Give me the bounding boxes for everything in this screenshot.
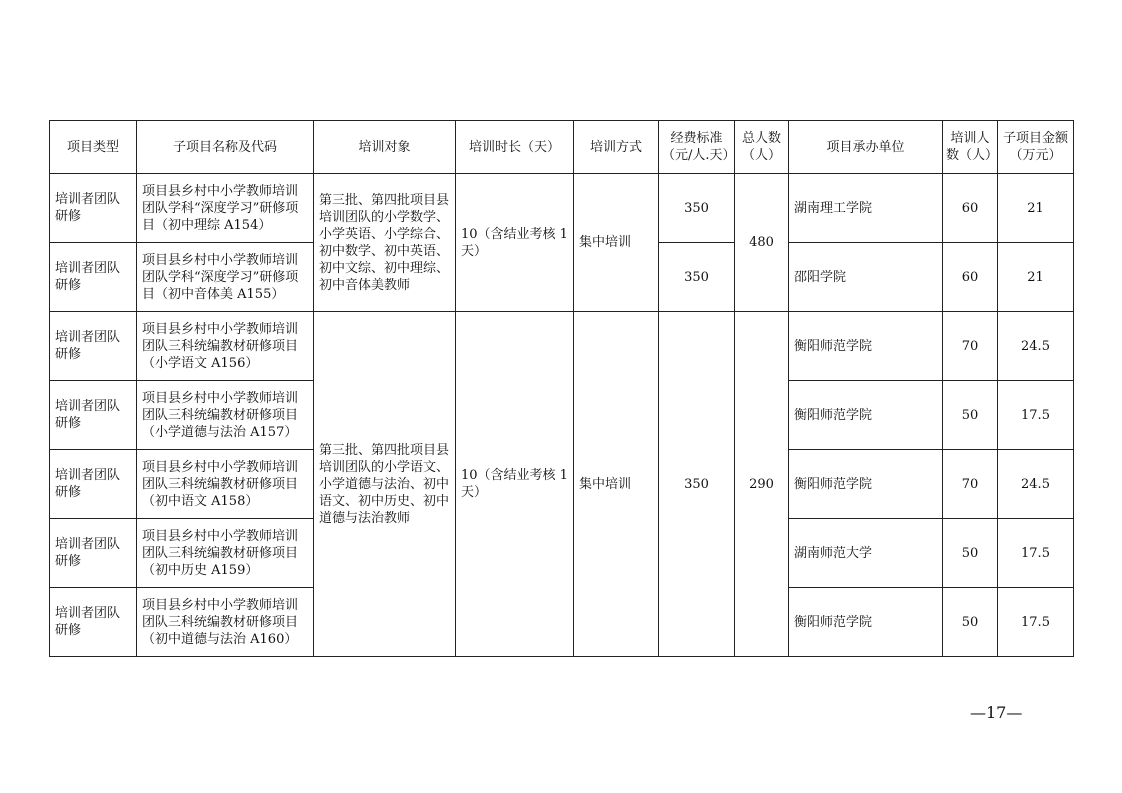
header-mode: 培训方式 <box>574 121 659 174</box>
cell-fee: 350 <box>659 174 735 243</box>
cell-name: 项目县乡村中小学教师培训团队三科统编教材研修项目（初中历史 A159） <box>137 519 314 588</box>
cell-name: 项目县乡村中小学教师培训团队三科统编教材研修项目（初中语文 A158） <box>137 450 314 519</box>
cell-duration: 10（含结业考核 1 天） <box>456 174 574 312</box>
cell-mode: 集中培训 <box>574 312 659 657</box>
header-amount: 子项目金额（万元） <box>998 121 1074 174</box>
cell-type: 培训者团队研修 <box>50 588 137 657</box>
header-total: 总人数（人） <box>735 121 789 174</box>
cell-duration: 10（含结业考核 1 天） <box>456 312 574 657</box>
page-number: —17— <box>970 703 1023 722</box>
cell-name: 项目县乡村中小学教师培训团队学科“深度学习”研修项目（初中音体美 A155） <box>137 243 314 312</box>
cell-type: 培训者团队研修 <box>50 381 137 450</box>
cell-amount: 17.5 <box>998 588 1074 657</box>
cell-target: 第三批、第四批项目县培训团队的小学数学、小学英语、小学综合、初中数学、初中英语、初中文综、初中理综、初中音体美教师 <box>314 174 456 312</box>
header-duration: 培训时长（天） <box>456 121 574 174</box>
cell-total: 290 <box>735 312 789 657</box>
cell-fee: 350 <box>659 243 735 312</box>
cell-count: 60 <box>943 243 998 312</box>
cell-name: 项目县乡村中小学教师培训团队三科统编教材研修项目（小学语文 A156） <box>137 312 314 381</box>
cell-unit: 邵阳学院 <box>789 243 943 312</box>
cell-type: 培训者团队研修 <box>50 243 137 312</box>
cell-amount: 21 <box>998 174 1074 243</box>
cell-amount: 17.5 <box>998 519 1074 588</box>
cell-type: 培训者团队研修 <box>50 450 137 519</box>
cell-target: 第三批、第四批项目县培训团队的小学语文、小学道德与法治、初中语文、初中历史、初中道德与法治教师 <box>314 312 456 657</box>
cell-amount: 21 <box>998 243 1074 312</box>
cell-count: 70 <box>943 450 998 519</box>
cell-amount: 24.5 <box>998 450 1074 519</box>
header-count: 培训人数（人） <box>943 121 998 174</box>
cell-type: 培训者团队研修 <box>50 519 137 588</box>
cell-amount: 24.5 <box>998 312 1074 381</box>
cell-unit: 衡阳师范学院 <box>789 312 943 381</box>
header-fee: 经费标准（元/人.天） <box>659 121 735 174</box>
cell-count: 60 <box>943 174 998 243</box>
header-project-type: 项目类型 <box>50 121 137 174</box>
cell-mode: 集中培训 <box>574 174 659 312</box>
header-target: 培训对象 <box>314 121 456 174</box>
cell-unit: 衡阳师范学院 <box>789 588 943 657</box>
table-row <box>50 174 1074 243</box>
cell-count: 50 <box>943 519 998 588</box>
cell-name: 项目县乡村中小学教师培训团队学科“深度学习”研修项目（初中理综 A154） <box>137 174 314 243</box>
cell-name: 项目县乡村中小学教师培训团队三科统编教材研修项目（初中道德与法治 A160） <box>137 588 314 657</box>
cell-unit: 衡阳师范学院 <box>789 450 943 519</box>
cell-amount: 17.5 <box>998 381 1074 450</box>
training-projects-table <box>49 120 1074 657</box>
cell-name: 项目县乡村中小学教师培训团队三科统编教材研修项目（小学道德与法治 A157） <box>137 381 314 450</box>
cell-fee: 350 <box>659 312 735 657</box>
header-subproject-name: 子项目名称及代码 <box>137 121 314 174</box>
cell-count: 50 <box>943 588 998 657</box>
header-unit: 项目承办单位 <box>789 121 943 174</box>
cell-count: 70 <box>943 312 998 381</box>
cell-total: 480 <box>735 174 789 312</box>
table-row <box>50 312 1074 381</box>
cell-count: 50 <box>943 381 998 450</box>
cell-type: 培训者团队研修 <box>50 312 137 381</box>
cell-type: 培训者团队研修 <box>50 174 137 243</box>
cell-unit: 衡阳师范学院 <box>789 381 943 450</box>
cell-unit: 湖南理工学院 <box>789 174 943 243</box>
cell-unit: 湖南师范大学 <box>789 519 943 588</box>
header-row <box>50 121 1074 174</box>
